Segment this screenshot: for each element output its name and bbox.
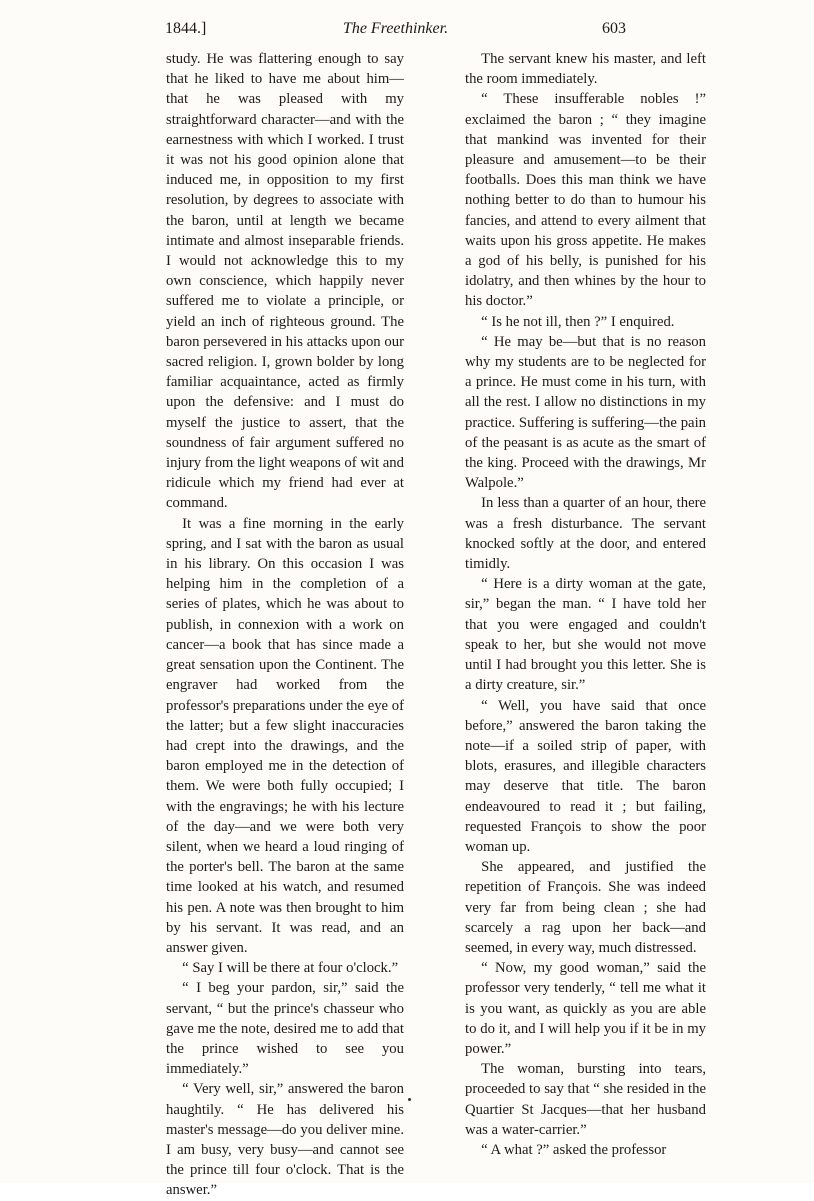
paragraph: “ Is he not ill, then ?” I enquired. <box>481 313 675 330</box>
paragraph: “ Here is a dirty woman at the gate, sir,” began the man. “ I have told her that you were engaged and couldn't speak to her, but she would not move until I had brought you this letter. She is a dirty creature, sir.” <box>465 576 706 694</box>
paragraph: “ Say I will be there at four o'clock.” <box>182 960 399 977</box>
right-column <box>465 49 706 1160</box>
running-head <box>165 14 626 42</box>
paragraph: The woman, bursting into tears, proceeded to say that “ she resided in the Quartier St Jacques—that her husband was a water-carrier.” <box>465 1061 706 1138</box>
page-number: 603 <box>602 20 626 37</box>
paragraph: “ Very well, sir,” answered the baron haughtily. “ He has delivered his master's message—do you deliver mine. I am busy, very busy—and cannot see the prince till four o'clock. That is the answer.” <box>166 1081 404 1199</box>
header-title: The Freethinker. <box>342 20 449 37</box>
paragraph: study. He was flattering enough to say that he liked to have me about him—that he was pleased with my straightforward character—and with the earnestness with which I worked. I trust it was not his good opinion alone that induced me, in opposition to my first resolution, by degrees to associate with the baron, until at length we became intimate and almost inseparable friends. I would not acknowledge this to my own conscience, which happily never suffered me to violate a principle, or yield an inch of righteous ground. The baron persevered in his attacks upon our sacred religion. I, grown bolder by long familiar acquaintance, acted as firmly upon the defensive: and I must do myself the justice to assert, that the soundness of fair argument suffered no injury from the light weapons of wit and ridicule which my friend had ever at command. <box>166 51 404 512</box>
paragraph: “ I beg your pardon, sir,” said the servant, “ but the prince's chasseur who gave me the note, desired me to add that the prince wished to see you immediately.” <box>166 980 404 1078</box>
paragraph: “ Now, my good woman,” said the professor very tenderly, “ tell me what it is you want, as quickly as you are able to do it, and I will help you if it be in my power.” <box>465 960 706 1057</box>
paragraph: It was a fine morning in the early spring, and I sat with the baron as usual in his library. On this occasion I was helping him in the completion of a series of plates, which he was about to publish, in connexion with a work on cancer—a book that has since made a great sensation upon the Continent. The engraver had worked from the professor's preparations under the eye of the latter; but a few slight inaccuracies had crept into the drawings, and the baron employed me in the detection of them. We were both fully occupied; I with the engravings; he with his lecture of the day—and we were both very silent, when we heard a loud ringing of the porter's bell. The baron at the same time looked at his watch, and resumed his pen. A note was then brought to him by his servant. It was read, and an answer given. <box>166 515 404 956</box>
paragraph: “ These insufferable nobles !” exclaimed the baron ; “ they imagine that mankind was invented for their pleasure and amusement—to be their footballs. Does this man think we have nothing better to do than to humour his fancies, and attend to every ailment that waits upon his gross appetite. He makes a god of his belly, is punished for his idolatry, and then whines by the hour to his doctor.” <box>465 91 706 310</box>
paragraph: She appeared, and justified the repetition of François. She was indeed very far from being clean ; she had scarcely a rag upon her back—and seemed, in every way, much distressed. <box>465 859 706 956</box>
paragraph: “ A what ?” asked the professor <box>481 1141 667 1158</box>
header-date: 1844.] <box>165 20 207 37</box>
paragraph: “ Well, you have said that once before,” answered the baron taking the note—if a soiled strip of paper, with blots, erasures, and illegible characters may deserve that title. The baron endeavoured to read it ; but failing, requested François to show the poor woman up. <box>465 697 706 855</box>
ink-speck <box>408 1098 411 1101</box>
paragraph: The servant knew his master, and left the room immediately. <box>465 51 706 88</box>
paragraph: In less than a quarter of an hour, there was a fresh disturbance. The servant knocked softly at the door, and entered timidly. <box>465 495 706 573</box>
paragraph: “ He may be—but that is no reason why my students are to be neglected for a prince. He must come in his turn, with all the rest. I allow no distinctions in my practice. Suffering is suffering—the pain of the peasant is as acute as the smart of the king. Proceed with the drawings, Mr Walpole.” <box>465 333 706 492</box>
left-column <box>166 49 404 1201</box>
